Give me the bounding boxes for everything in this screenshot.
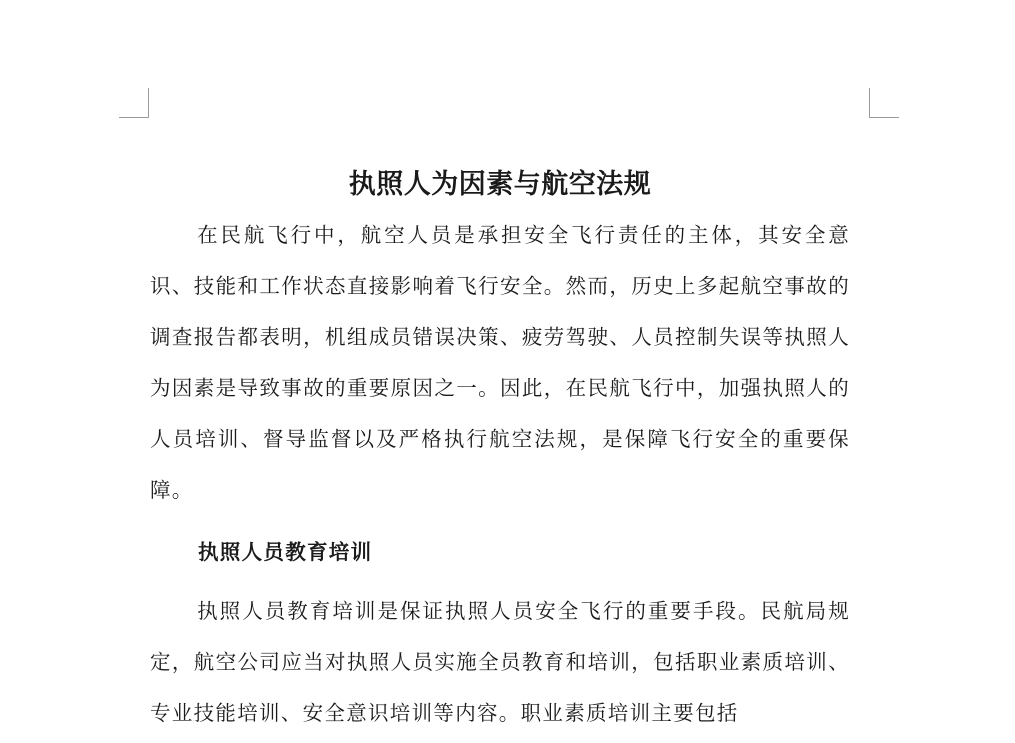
document-title: 执照人为因素与航空法规 (348, 169, 652, 200)
page-corner-mark-top-left (119, 88, 149, 118)
intro-paragraph: 在民航飞行中，航空人员是承担安全飞行责任的主体，其安全意识、技能和工作状态直接影响着飞行安全。然而，历史上多起航空事故的调查报告都表明，机组成员错误决策、疲劳驾驶、人员控制失误等执照人为因素是导致事故的重要原因之一。因此，在民航飞行中，加强执照人的人员培训、督导监督以及严格执行航空法规，是保障飞行安全的重要保障。 (150, 223, 850, 502)
page-corner-mark-top-right (869, 88, 899, 118)
section-heading: 执照人员教育培训 (198, 540, 373, 564)
section-paragraph: 执照人员教育培训是保证执照人员安全飞行的重要手段。民航局规定，航空公司应当对执照人员实施全员教育和培训，包括职业素质培训、专业技能培训、安全意识培训等内容。职业素质培训主要包括 (150, 599, 850, 725)
